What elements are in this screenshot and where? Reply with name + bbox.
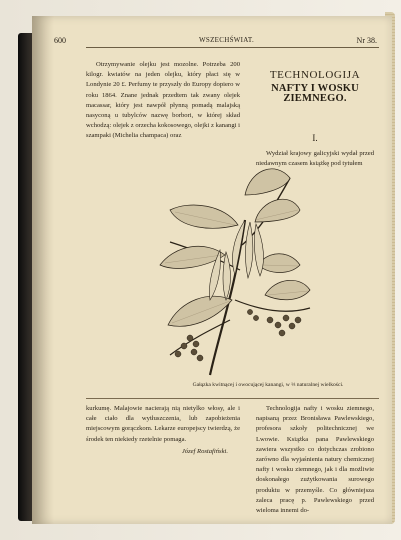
header-rule <box>86 47 379 48</box>
gutter-shadow <box>32 16 54 524</box>
left-bottom-paragraph: kurkumę. Malajowie nacierają nią nietylko włosy, ale i całe ciało dla wytłuszczenia, lub zapobieżenia miejscowym gorączkom. Lekarze europejscy twierdzą, że środek ten niekiedy rzetelnie pomaga. <box>86 405 240 443</box>
section-numeral: I. <box>312 132 318 143</box>
figure-caption: Gałązka kwitnącej i owocującej kanangi, w ⅓ naturalnej wielkości. <box>192 382 344 388</box>
page-number: 600 <box>54 36 66 45</box>
journal-title: WSZECHŚWIAT. <box>199 36 254 44</box>
issue-number: Nr 38. <box>356 36 377 45</box>
right-bottom-paragraph: Technologija nafty i wosku ziemnego, napisaną przez Bronisława Pawlewskiego, profesora szkoły politechnicznej we Lwowie. Książka pana Pawlewskiego zawiera wszystko co dotychczas zrobiono zarówno dla wyjaśnienia natury chemicznej nafty i wosku ziemnego, jak i dla możliwie doskonałego zużytkowania surowego produktu w przemyśle. Co główniejsza zaleca pracę p. Pawlewskiego przed wieloma innemi do- <box>256 405 374 515</box>
author-signature: Józef Rostafiński. <box>181 447 228 455</box>
article-title-line2: NAFTY I WOSKU ZIEMNEGO. <box>271 83 359 105</box>
running-header <box>54 32 391 46</box>
right-top-paragraph: Wydział krajowy galicyjski wydał przed niedawnym czasem książkę pod tytułem <box>256 149 374 168</box>
left-column-bottom <box>86 404 240 457</box>
left-column-top <box>86 60 240 142</box>
section-divider <box>86 398 379 399</box>
left-top-paragraph: Otrzymywanie olejku jest mozolne. Potrzeba 200 kilogr. kwiatów na jeden olejku, który płaci się w Londynie 20 £. Perfumy te przyszły do Europy dopiero w roku 1864. Znane jednak przedtem tak zwany olejek macassar, który jest nawpół płynną pomadą malajską nasyconą u tubylców nazwę borbori, w której skład wchodzą: olejek z orzecha kokosowego, olejki z kanangi i szampaki (Michelia champaca) oraz <box>86 61 240 140</box>
article-title-line1: TECHNOLOGIJA <box>269 69 361 81</box>
right-column-bottom <box>256 404 374 516</box>
kananga-engraving <box>150 150 320 380</box>
